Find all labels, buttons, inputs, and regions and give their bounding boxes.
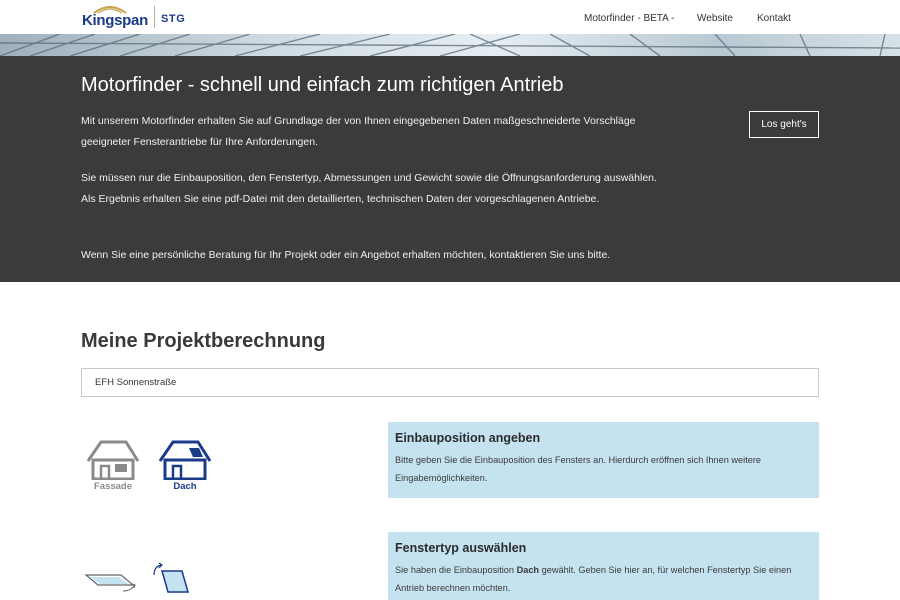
step-fenstertyp-title: Fenstertyp auswählen bbox=[395, 541, 527, 555]
step-fenstertyp-text-a: Sie haben die Einbauposition bbox=[395, 565, 517, 575]
nav-link-website[interactable]: Website bbox=[697, 13, 733, 24]
nav-link-kontakt[interactable]: Kontakt bbox=[757, 13, 791, 24]
window-type-option-1[interactable] bbox=[83, 565, 139, 595]
logo-divider bbox=[154, 6, 155, 28]
project-name-input[interactable] bbox=[81, 368, 819, 397]
step-einbauposition-box bbox=[388, 422, 819, 498]
step-fenstertyp-text-b: gewählt. Geben Sie hier an, für welchen Fenstertyp Sie einen Antrieb berechnen möchten. bbox=[395, 565, 792, 593]
glass-roof-image bbox=[0, 34, 900, 56]
step-fenstertyp-box bbox=[388, 532, 819, 600]
position-option-fassade[interactable] bbox=[85, 440, 141, 492]
window-skylight-icon bbox=[150, 560, 194, 596]
nav-link-motorfinder[interactable]: Motorfinder - BETA - bbox=[584, 13, 675, 24]
step-einbauposition-text: Bitte geben Sie die Einbauposition des Fensters an. Hierdurch eröffnen sich Ihnen weitere Eingabemöglichkeiten. bbox=[395, 455, 762, 483]
logo-roof-icon bbox=[92, 4, 128, 14]
position-label-fassade: Fassade bbox=[93, 481, 133, 492]
intro-section bbox=[0, 56, 900, 282]
step-fenstertyp-selected-position: Dach bbox=[516, 565, 540, 575]
hero-photo-strip bbox=[0, 34, 900, 56]
logo-sub-text: STG bbox=[160, 13, 186, 25]
house-facade-icon bbox=[86, 440, 140, 480]
step-fenstertyp-text bbox=[395, 561, 812, 597]
logo-brand-text: Kingspan bbox=[82, 11, 148, 29]
position-option-dach[interactable] bbox=[157, 440, 213, 492]
house-roof-icon bbox=[158, 440, 212, 480]
step-einbauposition-title: Einbauposition angeben bbox=[395, 431, 541, 445]
window-tilt-flat-icon bbox=[83, 565, 139, 595]
start-button[interactable]: Los geht's bbox=[749, 111, 819, 138]
intro-paragraph-3: Wenn Sie eine persönliche Beratung für Ihr Projekt oder ein Angebot erhalten möchten, kontaktieren Sie uns bitte. bbox=[81, 249, 611, 261]
position-label-dach: Dach bbox=[173, 481, 197, 492]
kingspan-logo[interactable] bbox=[82, 4, 185, 30]
top-header bbox=[0, 0, 900, 34]
window-type-option-2[interactable] bbox=[150, 560, 194, 596]
intro-paragraph-2: Sie müssen nur die Einbauposition, den Fenstertyp, Abmessungen und Gewicht sowie die Öffnungsanforderung auswählen. Als Ergebnis erhalten Sie eine pdf-Datei mit den detaillierten, technischen Daten der vorgeschlagenen Antriebe. bbox=[81, 172, 657, 205]
project-title: Meine Projektberechnung bbox=[81, 330, 326, 352]
intro-paragraph-1: Mit unserem Motorfinder erhalten Sie auf Grundlage der von Ihnen eingegebenen Daten maßgeschneiderte Vorschläge geeigneter Fensterantriebe für Ihre Anforderungen. bbox=[81, 115, 636, 148]
intro-title: Motorfinder - schnell und einfach zum richtigen Antrieb bbox=[81, 74, 564, 96]
